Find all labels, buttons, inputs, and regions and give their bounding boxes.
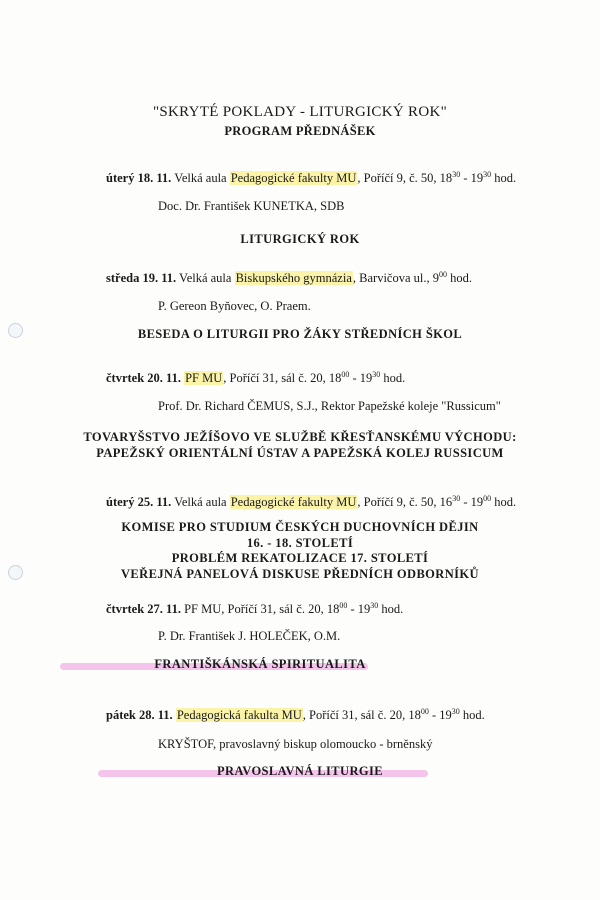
document-subtitle: PROGRAM PŘEDNÁŠEK	[224, 124, 376, 138]
document-title: "SKRYTÉ POKLADY - LITURGICKÝ ROK"	[152, 104, 448, 120]
venue-highlight: Biskupského gymnázia	[235, 271, 352, 285]
event-heading: PRAVOSLAVNÁ LITURGIE	[216, 764, 383, 778]
event-date-venue: úterý 25. 11. Velká aula Pedagogické fakulty MU, Poříčí 9, č. 50, $16^{30} - 19^{00}$ hod.	[106, 494, 517, 509]
event-heading: PROBLÉM REKATOLIZACE 17. STOLETÍ	[171, 551, 429, 565]
event-date-venue: čtvrtek 20. 11. PF MU, Poříčí 31, sál č. 20, $18^{00} - 19^{30}$ hod.	[106, 370, 406, 385]
venue-highlight: Pedagogické fakulty MU	[230, 171, 357, 185]
event-date-venue: středa 19. 11. Velká aula Biskupského gymnázia, Barvičova ul., $9^{00}$ hod.	[106, 270, 472, 285]
event-heading: PAPEŽSKÝ ORIENTÁLNÍ ÚSTAV A PAPEŽSKÁ KOLEJ RUSSICUM	[96, 446, 504, 460]
event-heading: FRANTIŠKÁNSKÁ SPIRITUALITA	[154, 657, 366, 671]
event-heading: BESEDA O LITURGII PRO ŽÁKY STŘEDNÍCH ŠKOL	[137, 327, 463, 341]
event-speaker: P. Gereon Byňovec, O. Praem.	[158, 299, 311, 313]
event-day: úterý 18. 11.	[106, 171, 172, 185]
event-heading: 16. - 18. STOLETÍ	[246, 536, 354, 550]
event-speaker: Prof. Dr. Richard ČEMUS, S.J., Rektor Papežské koleje "Russicum"	[158, 399, 501, 413]
event-day: úterý 25. 11.	[106, 495, 172, 509]
event-heading: VEŘEJNÁ PANELOVÁ DISKUSE PŘEDNÍCH ODBORNÍKŮ	[121, 567, 479, 581]
event-day: středa 19. 11.	[106, 271, 177, 285]
event-heading: LITURGICKÝ ROK	[240, 232, 360, 246]
event-day: pátek 28. 11.	[106, 708, 173, 722]
event-speaker: KRYŠTOF, pravoslavný biskup olomoucko - brněnský	[158, 737, 433, 751]
event-day: čtvrtek 20. 11.	[106, 371, 181, 385]
event-date-venue: úterý 18. 11. Velká aula Pedagogické fakulty MU, Poříčí 9, č. 50, $18^{30} - 19^{30}$ hod.	[106, 170, 517, 185]
event-heading: TOVARYŠSTVO JEŽÍŠOVO VE SLUŽBĚ KŘESŤANSKÉMU VÝCHODU:	[83, 430, 517, 444]
venue-highlight: PF MU	[185, 371, 223, 385]
event-date-venue: čtvrtek 27. 11. PF MU, Poříčí 31, sál č. 20, $18^{00} - 19^{30}$ hod.	[106, 601, 404, 616]
event-speaker: Doc. Dr. František KUNETKA, SDB	[158, 199, 345, 213]
venue-highlight: Pedagogické fakulty MU	[230, 495, 357, 509]
event-day: čtvrtek 27. 11.	[106, 602, 181, 616]
event-heading: KOMISE PRO STUDIUM ČESKÝCH DUCHOVNÍCH DĚJIN	[121, 520, 479, 534]
event-date-venue: pátek 28. 11. Pedagogická fakulta MU, Poříčí 31, sál č. 20, $18^{00} - 19^{30}$ hod.	[106, 707, 485, 722]
event-speaker: P. Dr. František J. HOLEČEK, O.M.	[158, 629, 341, 643]
venue-highlight: Pedagogická fakulta MU	[176, 708, 302, 722]
